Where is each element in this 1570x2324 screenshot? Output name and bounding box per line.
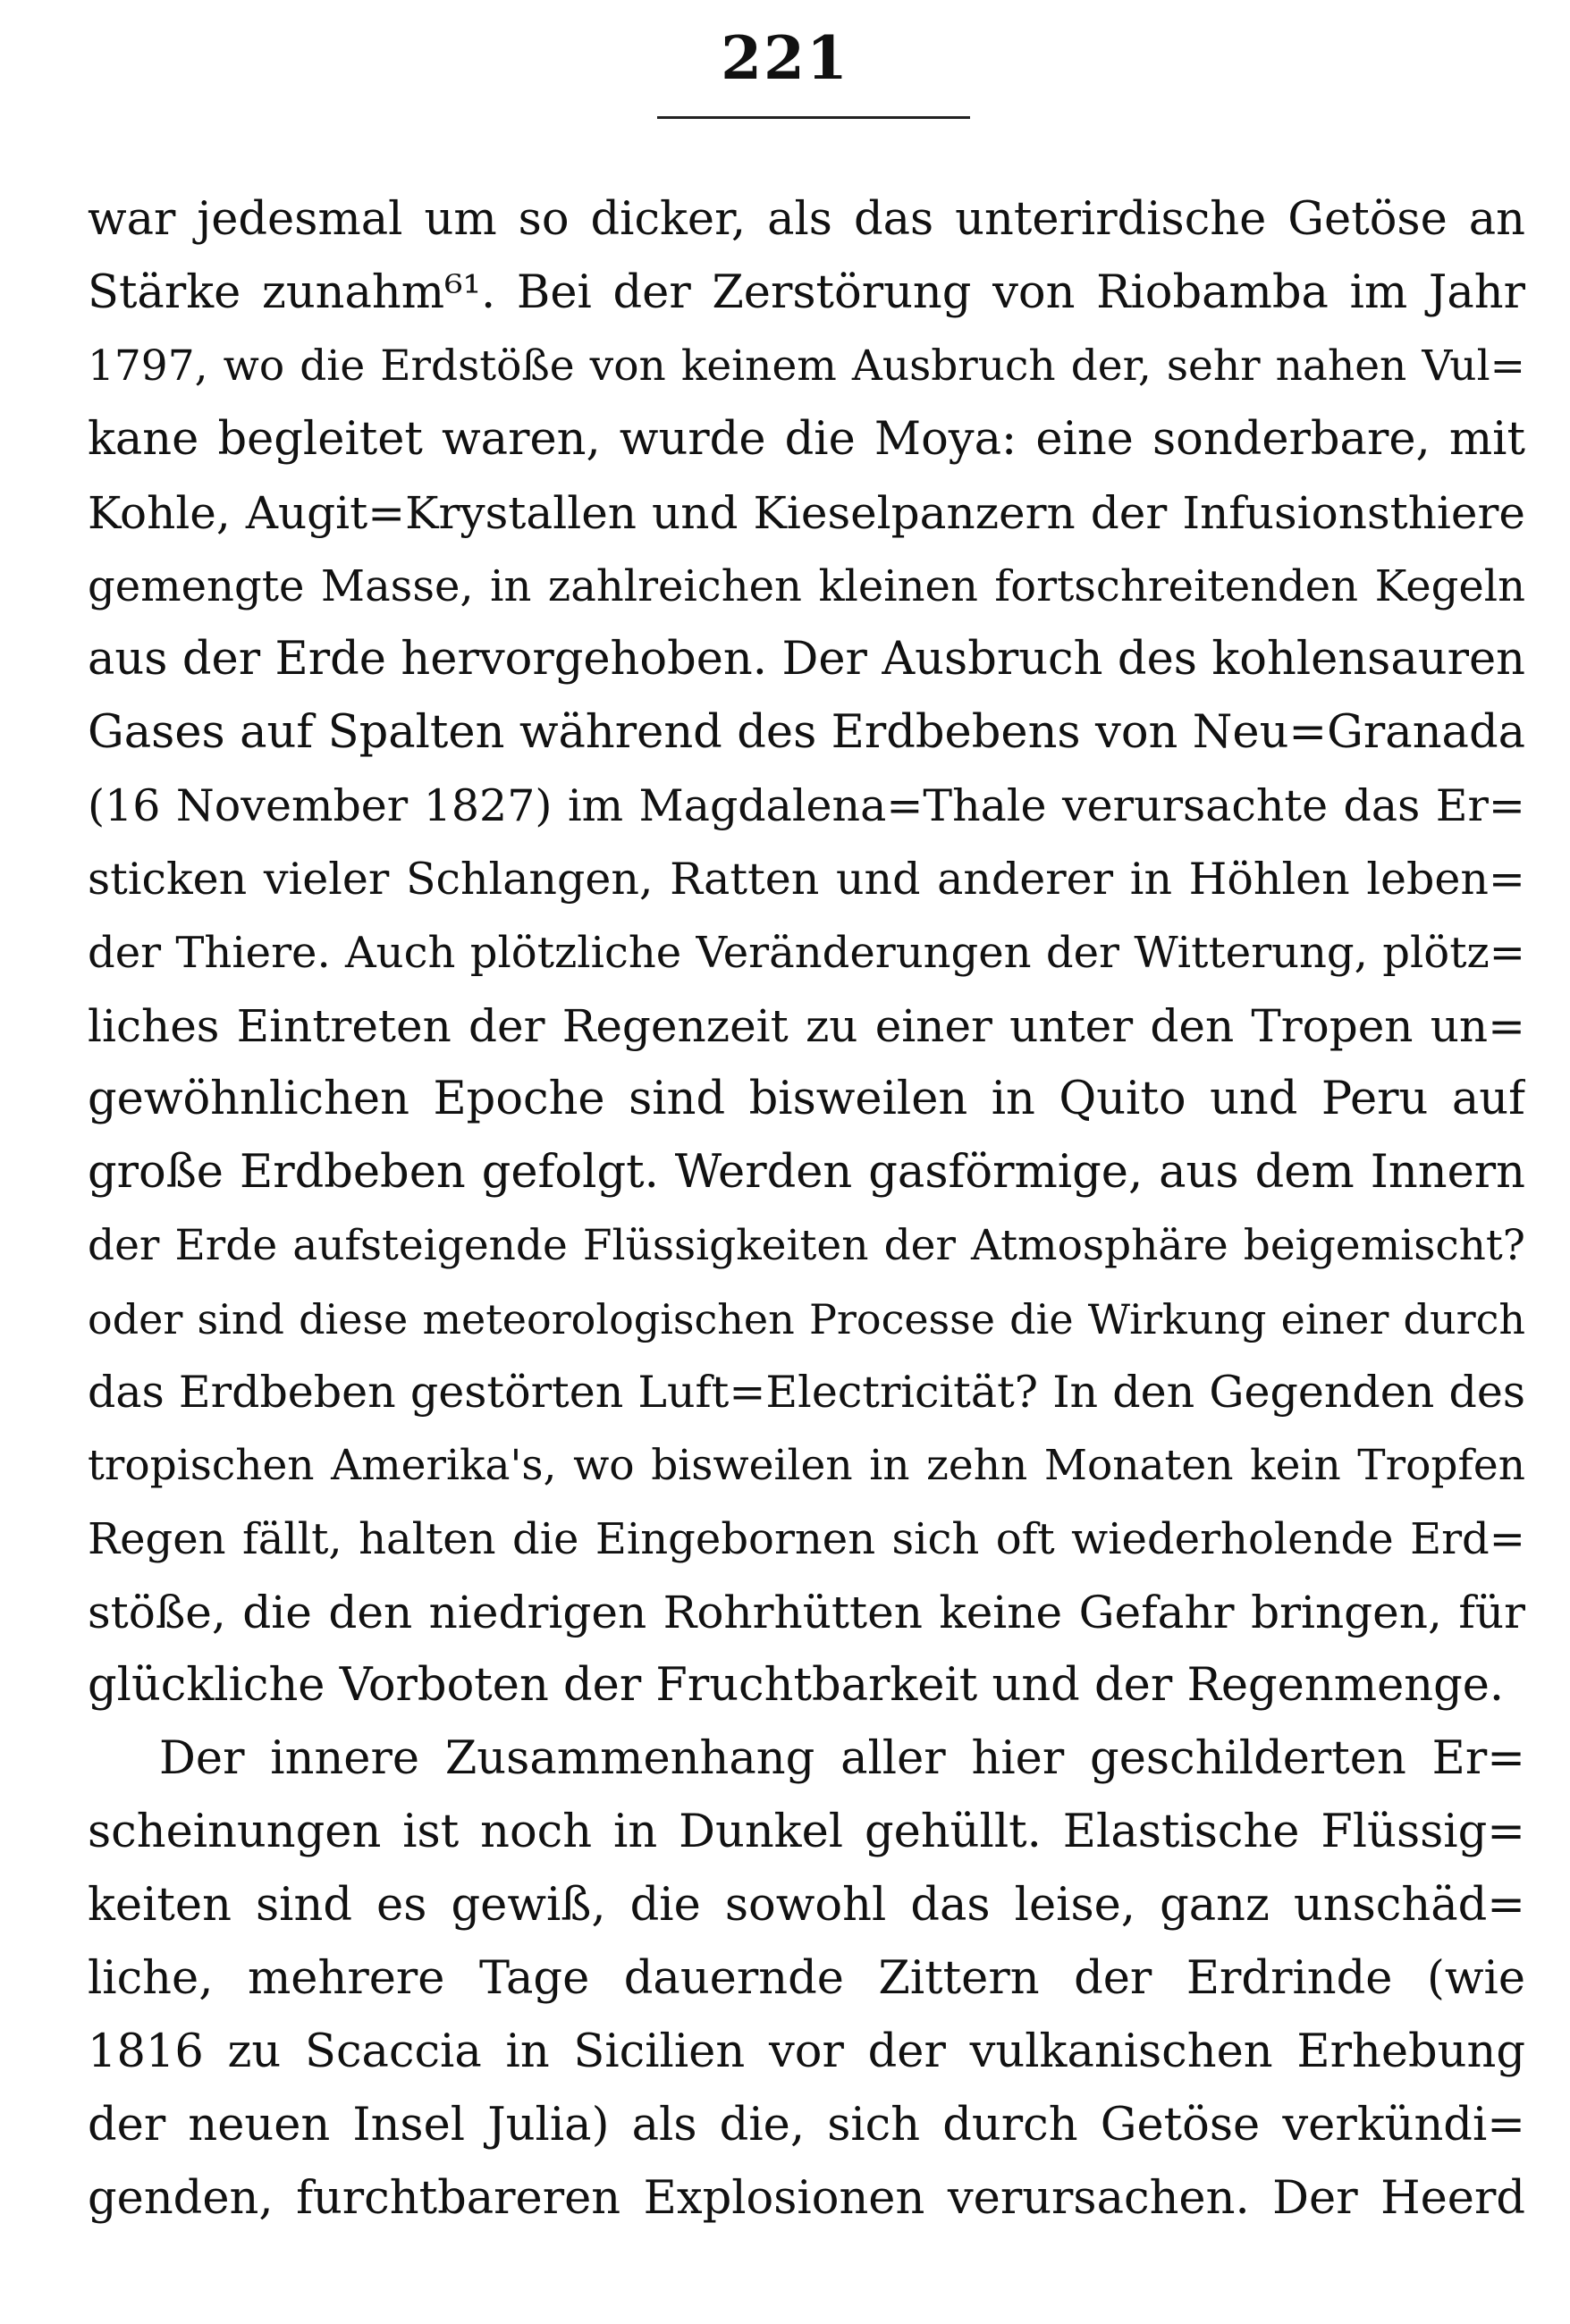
- text-line: liche, mehrere Tage dauernde Zittern der Erdrinde (wie: [88, 1952, 1525, 2005]
- text-line: sticken vieler Schlangen, Ratten und anderer in Höhlen leben=: [88, 854, 1525, 905]
- text-line: Gases auf Spalten während des Erdbebens von Neu=Granada: [88, 706, 1525, 759]
- text-line: gemengte Masse, in zahlreichen kleinen fortschreitenden Kegeln: [88, 561, 1525, 611]
- text-line: (16 November 1827) im Magdalena=Thale verursachte das Er=: [88, 780, 1525, 831]
- text-line: der Erde aufsteigende Flüssigkeiten der Atmosphäre beigemischt?: [88, 1221, 1525, 1270]
- text-line: liches Eintreten der Regenzeit zu einer unter den Tropen un=: [88, 1000, 1525, 1052]
- text-line: tropischen Amerika's, wo bisweilen in zehn Monaten kein Tropfen: [88, 1441, 1525, 1490]
- text-line: Der innere Zusammenhang aller hier geschilderten Er=: [159, 1732, 1525, 1785]
- text-line: große Erdbeben gefolgt. Werden gasförmige, aus dem Innern: [88, 1146, 1525, 1199]
- text-line: scheinungen ist noch in Dunkel gehüllt. Elastische Flüssig=: [88, 1806, 1525, 1858]
- page-number: 221: [721, 23, 849, 93]
- body-text: [88, 183, 1525, 2236]
- text-line: aus der Erde hervorgehoben. Der Ausbruch des kohlensauren: [88, 633, 1525, 686]
- text-line: glückliche Vorboten der Fruchtbarkeit und der Regenmenge.: [88, 1659, 1505, 1712]
- text-line: das Erdbeben gestörten Luft=Electricität? In den Gegenden des: [88, 1367, 1525, 1418]
- text-line: stöße, die den niedrigen Rohrhütten keine Gefahr bringen, für: [88, 1587, 1525, 1638]
- text-line: 1816 zu Scaccia in Sicilien vor der vulkanischen Erhebung: [88, 2025, 1525, 2078]
- text-line: war jedesmal um so dicker, als das unterirdische Getöse an: [88, 193, 1525, 246]
- text-line: keiten sind es gewiß, die sowohl das leise, ganz unschäd=: [88, 1879, 1525, 1932]
- text-line: Regen fällt, halten die Eingebornen sich oft wiederholende Erd=: [88, 1514, 1525, 1564]
- text-line: oder sind diese meteorologischen Processe die Wirkung einer durch: [88, 1295, 1525, 1343]
- header-rule: [657, 116, 970, 119]
- text-line: genden, furchtbareren Explosionen verursachen. Der Heerd: [88, 2172, 1525, 2225]
- text-line: gewöhnlichen Epoche sind bisweilen in Quito und Peru auf: [88, 1073, 1525, 1125]
- text-line: Stärke zunahm⁶¹. Bei der Zerstörung von Riobamba im Jahr: [88, 266, 1525, 319]
- text-line: Kohle, Augit=Krystallen und Kieselpanzern der Infusionsthiere: [88, 487, 1525, 539]
- text-line: der neuen Insel Julia) als die, sich durch Getöse verkündi=: [88, 2099, 1525, 2151]
- text-line: kane begleitet waren, wurde die Moya: eine sonderbare, mit: [88, 413, 1525, 466]
- text-line: der Thiere. Auch plötzliche Veränderungen der Witterung, plötz=: [88, 928, 1525, 978]
- text-line: 1797, wo die Erdstöße von keinem Ausbruch der, sehr nahen Vul=: [88, 341, 1525, 391]
